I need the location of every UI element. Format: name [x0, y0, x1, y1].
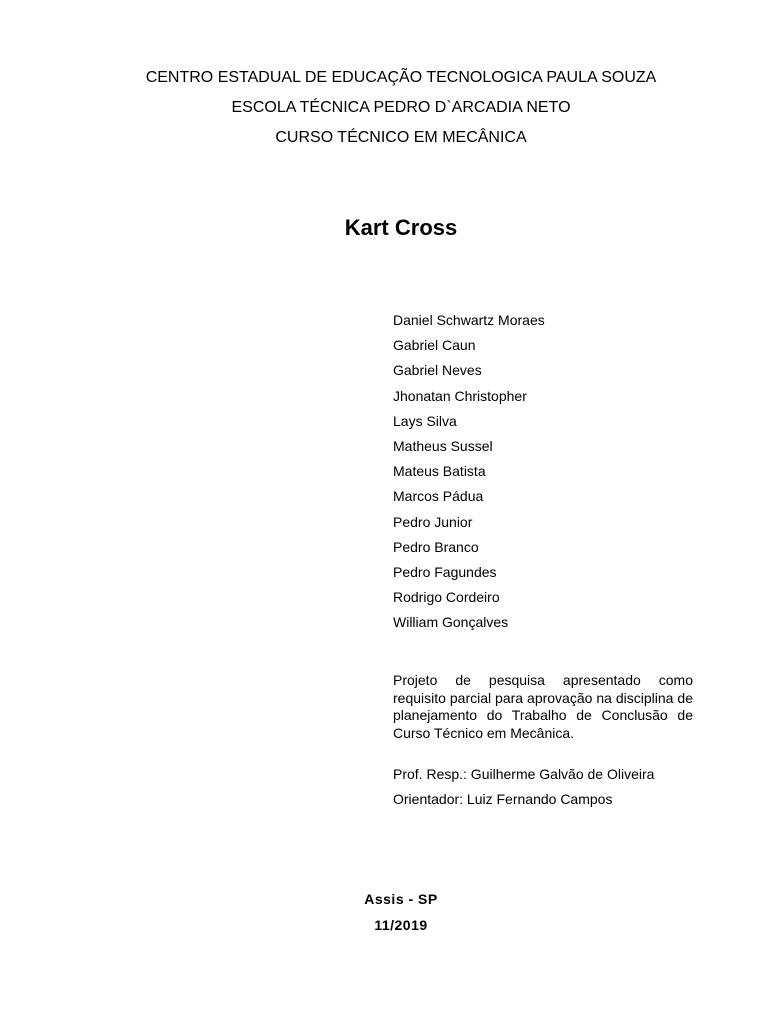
document-title: Kart Cross [344, 215, 458, 240]
project-description: Projeto de pesquisa apresentado como requisito parcial para aprovação na disciplina de planejamento do Trabalho de Conclusão de Curso Técnico em Mecânica. [393, 672, 693, 741]
author-name: Rodrigo Cordeiro [393, 589, 500, 606]
author-name: Gabriel Neves [393, 362, 482, 379]
advisor: Orientador: Luiz Fernando Campos [393, 791, 613, 807]
author-name: Gabriel Caun [393, 337, 476, 354]
author-name: Marcos Pádua [393, 488, 484, 505]
author-name: William Gonçalves [393, 614, 509, 631]
author-name: Jhonatan Christopher [393, 387, 527, 404]
author-name: Matheus Sussel [393, 437, 493, 454]
author-name: Lays Silva [393, 412, 457, 429]
author-name: Mateus Batista [393, 463, 486, 480]
author-name: Pedro Branco [393, 538, 479, 555]
date: 11/2019 [374, 917, 428, 933]
institution-name: CENTRO ESTADUAL DE EDUCAÇÃO TECNOLOGICA PAULA SOUZA [145, 69, 657, 86]
author-name: Pedro Fagundes [393, 563, 497, 580]
school-name: ESCOLA TÉCNICA PEDRO D`ARCADIA NETO [231, 99, 571, 116]
professor-responsible: Prof. Resp.: Guilherme Galvão de Oliveira [393, 766, 655, 782]
author-name: Pedro Junior [393, 513, 473, 530]
course-name: CURSO TÉCNICO EM MECÂNICA [275, 129, 527, 146]
location: Assis - SP [364, 891, 438, 907]
author-name: Daniel Schwartz Moraes [393, 312, 545, 328]
author-list [393, 310, 545, 637]
